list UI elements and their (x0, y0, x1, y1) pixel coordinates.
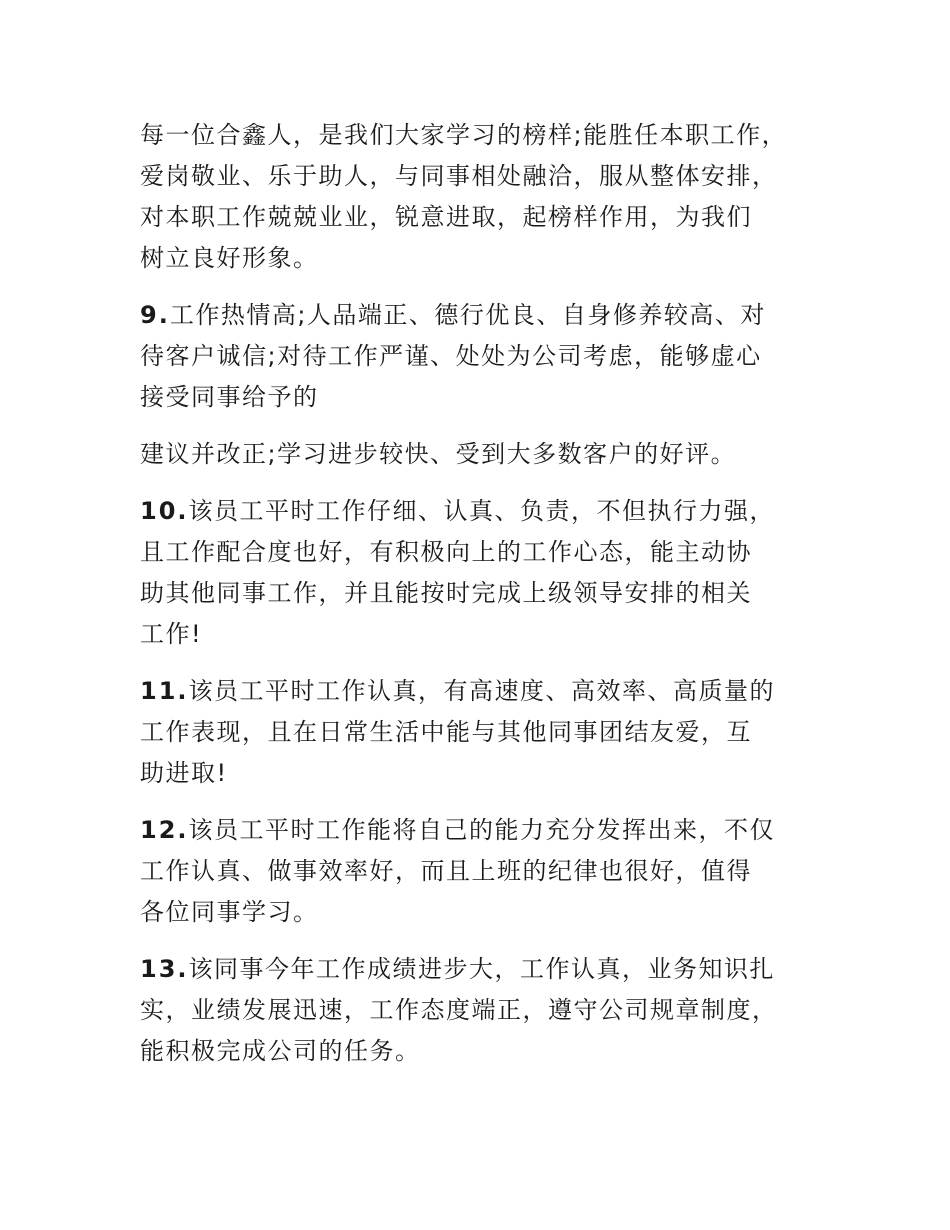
paragraph-12 (140, 810, 820, 933)
paragraph-11 (140, 671, 820, 794)
text-line: 工作表现，且在日常生活中能与其他同事团结友爱，互 (140, 718, 752, 746)
paragraph-9-continued (140, 434, 820, 475)
text-line: 工作! (140, 620, 203, 648)
text-line: 且工作配合度也好，有积极向上的工作心态，能主动协 (140, 538, 752, 566)
text-line: 对本职工作兢兢业业，锐意进取，起榜样作用，为我们 (140, 203, 752, 231)
paragraph-number: 10. (140, 497, 189, 525)
text-line: 接受同事给予的 (140, 383, 319, 411)
text-line: 助进取! (140, 759, 228, 787)
text-line: 每一位合鑫人，是我们大家学习的榜样;能胜任本职工作， (140, 121, 788, 149)
text-line: 助其他同事工作，并且能按时完成上级领导安排的相关 (140, 579, 752, 607)
text-line: 该员工平时工作认真，有高速度、高效率、高质量的 (188, 677, 776, 705)
paragraph-number: 11. (140, 677, 189, 705)
document-body (140, 115, 820, 1088)
text-line: 待客户诚信;对待工作严谨、处处为公司考虑，能够虚心 (140, 342, 762, 370)
paragraph-13 (140, 949, 820, 1072)
text-line: 爱岗敬业、乐于助人，与同事相处融洽，服从整体安排， (140, 162, 778, 190)
text-line: 能积极完成公司的任务。 (140, 1037, 421, 1065)
paragraph-number: 9. (140, 301, 170, 329)
text-line: 工作认真、做事效率好，而且上班的纪律也很好，值得 (140, 857, 752, 885)
text-line: 该员工平时工作能将自己的能力充分发挥出来，不仅 (188, 816, 776, 844)
text-line: 实，业绩发展迅速，工作态度端正，遵守公司规章制度， (140, 996, 778, 1024)
text-line: 各位同事学习。 (140, 898, 319, 926)
text-line: 树立良好形象。 (140, 244, 319, 272)
paragraph-number: 12. (140, 816, 189, 844)
text-line: 建议并改正;学习进步较快、受到大多数客户的好评。 (140, 440, 737, 468)
text-line: 该同事今年工作成绩进步大，工作认真，业务知识扎 (188, 955, 776, 983)
paragraph-intro (140, 115, 820, 279)
paragraph-10 (140, 491, 820, 655)
paragraph-number: 13. (140, 955, 189, 983)
paragraph-9 (140, 295, 820, 418)
text-line: 工作热情高;人品端正、德行优良、自身修养较高、对 (169, 301, 766, 329)
text-line: 该员工平时工作仔细、认真、负责，不但执行力强， (188, 497, 776, 525)
